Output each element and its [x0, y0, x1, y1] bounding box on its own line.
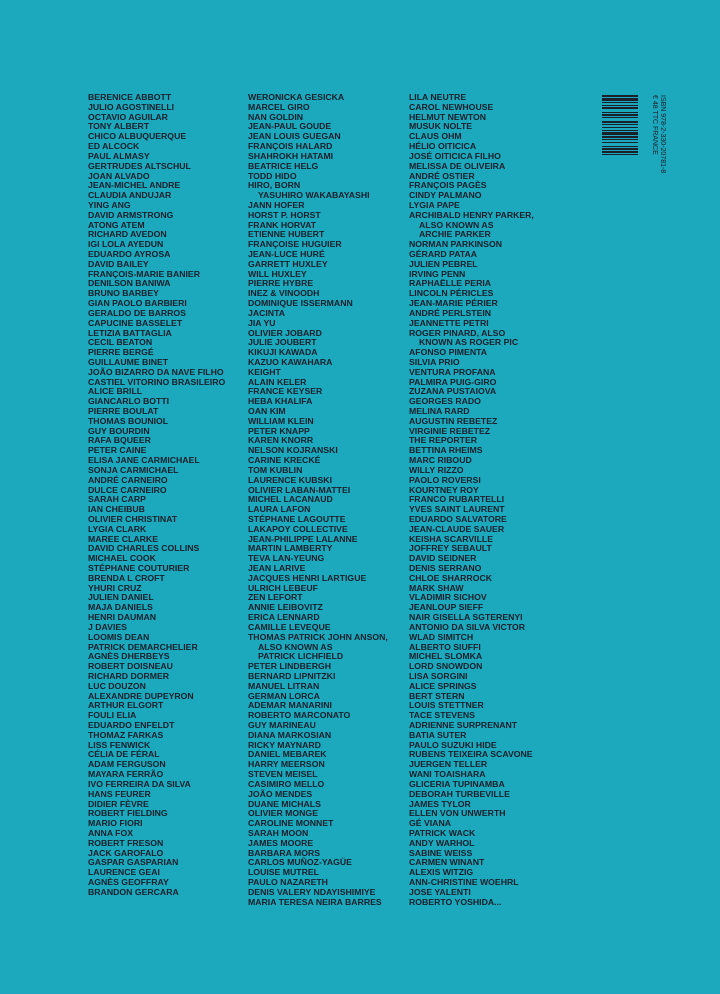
name-line: VLADIMIR SICHOV	[409, 592, 487, 603]
name-line: SHAHROKH HATAMI	[248, 150, 334, 161]
name-line: BERNARD LIPNITZKI	[248, 670, 336, 681]
name-line: HENRI DAUMAN	[88, 612, 157, 623]
name-line: OLIVIER JOBARD	[248, 327, 322, 338]
name-line: FOULI ELIA	[88, 710, 137, 721]
name-line: JEANLOUP SIEFF	[409, 602, 484, 613]
name-line: RICHARD AVEDON	[88, 229, 167, 240]
name-line: TACE STEVENS	[409, 710, 475, 721]
name-line: ROGER PINARD, ALSO	[409, 327, 506, 338]
name-line: JOSE YALENTI	[409, 886, 471, 897]
name-line: NAN GOLDIN	[248, 111, 304, 122]
name-line: ARCHIBALD HENRY PARKER,	[409, 209, 534, 220]
name-line: CAMILLE LEVEQUE	[248, 621, 331, 632]
name-line: CARMEN WINANT	[409, 857, 485, 868]
barcode-bar	[602, 112, 638, 113]
name-line: DUANE MICHALS	[248, 798, 321, 809]
name-line: JEAN-CLAUDE SAUER	[409, 523, 505, 534]
name-line: RICKY MAYNARD	[248, 739, 321, 750]
name-line: IAN CHEIBUB	[88, 504, 145, 515]
name-continuation: ARCHIE PARKER	[419, 229, 491, 240]
name-line: DIANA MARKOSIAN	[248, 729, 332, 740]
name-line: RICHARD DORMER	[88, 670, 170, 681]
name-line: SABINE WEISS	[409, 847, 473, 858]
photographer-list-column-2	[248, 93, 388, 907]
name-line: STEVEN MEISEL	[248, 769, 318, 780]
name-line: LISA SORGINI	[409, 670, 468, 681]
name-line: GUY BOURDIN	[88, 425, 150, 436]
name-line: GEORGES RADO	[409, 396, 481, 407]
name-line: ETIENNE HUBERT	[248, 229, 325, 240]
name-line: KAZUO KAWAHARA	[248, 356, 333, 367]
name-line: JEAN LARIVE	[248, 563, 306, 573]
name-line: WILLY RIZZO	[409, 464, 464, 475]
name-line: KAREN KNORR	[248, 435, 314, 446]
name-line: FRANCE KEYSER	[248, 386, 323, 397]
name-line: OAN KIM	[248, 406, 286, 416]
name-line: GERTRUDES ALTSCHUL	[88, 160, 191, 171]
name-line: MAREE CLARKE	[88, 533, 158, 544]
barcode-bar	[602, 107, 638, 109]
name-line: JULIO AGOSTINELLI	[88, 101, 175, 112]
name-line: FRANCO RUBARTELLI	[409, 494, 505, 505]
name-line: JULIEN PEBREL	[409, 258, 478, 269]
name-line: MAYARA FERRÃO	[88, 769, 164, 780]
name-line: ATONG ATEM	[88, 219, 145, 230]
name-line: MARCEL GIRO	[248, 101, 310, 112]
name-line: MICHAEL COOK	[88, 553, 156, 564]
name-line: BRENDA L CROFT	[88, 572, 165, 583]
name-line: WILL HUXLEY	[248, 268, 307, 279]
name-line: MARTIN LAMBERTY	[248, 543, 333, 554]
name-line: TODD HIDO	[248, 170, 297, 181]
photographer-list-column-1	[88, 93, 225, 898]
name-line: FRANK HORVAT	[248, 219, 317, 230]
name-line: J DAVIES	[88, 621, 127, 632]
name-line: DENILSON BANIWA	[88, 278, 171, 289]
name-continuation: KNOWN AS ROGER PIC	[419, 337, 519, 348]
name-line: AGNÈS GEOFFRAY	[88, 877, 169, 887]
photographer-name	[248, 633, 388, 662]
barcode-bar	[602, 136, 638, 138]
name-line: ROBERT FIELDING	[88, 808, 168, 819]
name-line: LYGIA CLARK	[88, 523, 147, 534]
name-line: LETIZIA BATTAGLIA	[88, 327, 172, 338]
name-line: HEBA KHALIFA	[248, 396, 313, 407]
name-line: THOMAZ FARKAS	[88, 729, 164, 740]
name-line: JOFFREY SEBAULT	[409, 543, 492, 554]
barcode-bar	[602, 114, 638, 116]
name-line: CLAUS OHM	[409, 131, 462, 142]
name-line: TONY ALBERT	[88, 121, 150, 132]
name-line: JAMES MOORE	[248, 837, 314, 848]
name-line: DOMINIQUE ISSERMANN	[248, 298, 353, 309]
name-line: NAIR GISELLA SGTERENYI	[409, 612, 523, 623]
name-line: DENIS VALERY NDAYISHIMIYE	[248, 886, 376, 897]
photographer-name	[248, 181, 388, 201]
barcode-bar	[602, 117, 638, 118]
name-line: FRANÇOIS PAGÈS	[409, 180, 487, 191]
name-line: YHURI CRUZ	[88, 582, 142, 593]
name-line: AFONSO PIMENTA	[409, 347, 488, 358]
name-line: MICHEL LACANAUD	[248, 494, 333, 505]
name-line: DULCE CARNEIRO	[88, 484, 167, 495]
name-line: PETER CAINE	[88, 445, 147, 456]
name-line: BARBARA MORS	[248, 847, 321, 858]
name-line: ALICE SPRINGS	[409, 680, 477, 691]
name-line: BEATRICE HELG	[248, 160, 319, 171]
name-line: WLAD SIMITCH	[409, 631, 474, 642]
name-line: CARLOS MUÑOZ-YAGÜE	[248, 857, 352, 868]
name-line: MARC RIBOUD	[409, 455, 472, 466]
name-line: JUERGEN TELLER	[409, 759, 488, 770]
name-line: GARRETT HUXLEY	[248, 258, 328, 269]
name-line: THOMAS BOUNIOL	[88, 415, 169, 426]
name-line: EDUARDO AYROSA	[88, 249, 171, 259]
name-line: NELSON KOJRANSKI	[248, 445, 338, 456]
name-line: PIERRE BERGÉ	[88, 347, 154, 358]
barcode-bar	[602, 130, 638, 131]
name-line: ANDY WARHOL	[409, 837, 475, 848]
name-line: GUY MARINEAU	[248, 720, 316, 730]
name-line: JEANNETTE PETRI	[409, 317, 489, 328]
name-line: GERALDO DE BARROS	[88, 307, 186, 318]
name-line: PAULO SUZUKI HIDE	[409, 739, 497, 750]
name-line: STÉPHANE LAGOUTTE	[248, 513, 346, 524]
name-continuation: ALSO KNOWN AS	[419, 219, 494, 230]
barcode-bar	[602, 146, 638, 147]
photographer-list-column-3	[409, 93, 534, 907]
name-line: ARTHUR ELGORT	[88, 700, 164, 711]
name-line: ANDRÉ PERLSTEIN	[409, 307, 492, 318]
name-line: BETTINA RHEIMS	[409, 445, 483, 456]
name-line: NORMAN PARKINSON	[409, 239, 502, 250]
name-line: IGI LOLA AYEDUN	[88, 239, 164, 250]
name-line: PAULO NAZARETH	[248, 877, 328, 887]
name-line: GIANCARLO BOTTI	[88, 396, 170, 407]
name-line: RUBENS TEIXEIRA SCAVONE	[409, 749, 533, 760]
name-line: DIDIER FÈVRE	[88, 798, 149, 809]
name-line: PAUL ALMASY	[88, 150, 150, 161]
barcode-bar	[602, 151, 638, 153]
name-line: LAURENCE GEAI	[88, 867, 160, 878]
name-line: RAPHAËLLE PERIA	[409, 278, 492, 289]
name-line: MARIO FIORI	[88, 818, 143, 829]
name-line: MICHEL SLOMKA	[409, 651, 483, 662]
name-line: CASIMIRO MELLO	[248, 778, 325, 789]
name-line: SILVIA PRIO	[409, 356, 460, 367]
name-line: KIKUJI KAWADA	[248, 347, 318, 358]
name-line: ULRICH LEBEUF	[248, 582, 318, 593]
name-line: SONJA CARMICHAEL	[88, 464, 179, 475]
name-line: ANNIE LEIBOVITZ	[248, 602, 323, 613]
barcode	[602, 95, 638, 186]
name-line: ELISA JANE CARMICHAEL	[88, 455, 200, 466]
name-line: JIA YU	[248, 317, 276, 328]
name-line: CASTIEL VITORINO BRASILEIRO	[88, 376, 226, 387]
name-line: MARIA TERESA NEIRA BARRES	[248, 896, 382, 907]
name-line: LISS FENWICK	[88, 739, 151, 750]
name-line: PALMIRA PUIG-GIRO	[409, 376, 497, 387]
name-line: HIRO, BORN	[248, 180, 301, 191]
name-line: MELISSA DE OLIVEIRA	[409, 160, 506, 171]
name-line: ROBERTO YOSHIDA...	[409, 896, 502, 907]
name-line: GLICERIA TUPINAMBA	[409, 778, 505, 789]
barcode-bar	[602, 132, 638, 135]
name-line: BERENICE ABBOTT	[88, 92, 172, 102]
name-line: ADRIENNE SURPRENANT	[409, 720, 518, 730]
name-line: WANI TOAISHARA	[409, 769, 486, 780]
barcode-bar	[602, 148, 638, 150]
name-line: CINDY PALMANO	[409, 190, 482, 201]
name-line: BATIA SUTER	[409, 729, 467, 740]
name-line: JANN HOFER	[248, 199, 305, 210]
name-line: ADEMAR MANARINI	[248, 700, 332, 711]
name-line: VENTURA PROFANA	[409, 366, 496, 377]
name-line: DEBORAH TURBEVILLE	[409, 788, 510, 799]
name-line: OLIVIER LABAN-MATTEI	[248, 484, 351, 495]
photographer-name	[248, 898, 388, 908]
name-line: ALAIN KELER	[248, 376, 307, 387]
name-line: JEAN-MICHEL ANDRE	[88, 180, 181, 191]
name-line: JACQUES HENRI LARTIGUE	[248, 572, 367, 583]
name-line: CAPUCINE BASSELET	[88, 317, 183, 328]
name-line: JEAN LOUIS GUEGAN	[248, 131, 341, 142]
name-line: THOMAS PATRICK JOHN ANSON,	[248, 631, 388, 642]
name-line: MUSUK NOLTE	[409, 121, 473, 132]
name-line: INEZ & VINOODH	[248, 288, 320, 299]
name-line: MANUEL LITRAN	[248, 680, 320, 691]
name-line: ELLEN VON UNWERTH	[409, 808, 506, 819]
name-line: BERT STERN	[409, 690, 465, 701]
name-line: TEVA LAN-YEUNG	[248, 553, 325, 564]
name-line: FRANÇOIS HALARD	[248, 141, 333, 152]
name-line: AUGUSTIN REBETEZ	[409, 415, 498, 426]
name-line: ANDRÉ CARNEIRO	[88, 474, 168, 485]
photographer-name	[409, 898, 534, 908]
name-line: RAFA BQUEER	[88, 435, 151, 446]
name-line: PATRICK DEMARCHELIER	[88, 641, 198, 652]
name-line: THE REPORTER	[409, 435, 478, 446]
name-line: OCTAVIO AGUILAR	[88, 111, 168, 122]
name-line: LUC DOUZON	[88, 680, 146, 691]
name-line: CARINE KRECKÉ	[248, 455, 321, 466]
name-line: CÉLIA DE FÉRAL	[88, 749, 160, 760]
name-line: WILLIAM KLEIN	[248, 415, 314, 426]
photographer-name	[409, 211, 534, 240]
name-line: LAURA LAFON	[248, 504, 311, 515]
name-line: OLIVIER MONGE	[248, 808, 318, 819]
name-line: LYGIA PAPE	[409, 199, 460, 210]
name-line: KEISHA SCARVILLE	[409, 533, 493, 544]
name-line: JEAN-PAUL GOUDE	[248, 121, 332, 132]
name-line: ANTONIO DA SILVA VICTOR	[409, 621, 525, 632]
name-line: MAJA DANIELS	[88, 602, 153, 613]
name-line: LORD SNOWDON	[409, 661, 483, 672]
name-line: HARRY MEERSON	[248, 759, 325, 770]
name-line: ERICA LENNARD	[248, 612, 320, 623]
name-line: JOAN ALVADO	[88, 170, 150, 181]
name-line: LOOMIS DEAN	[88, 631, 150, 642]
name-line: CAROLINE MONNET	[248, 818, 334, 829]
name-line: ANNA FOX	[88, 827, 134, 838]
name-line: ANDRÉ OSTIER	[409, 170, 475, 181]
barcode-bar	[602, 102, 638, 103]
name-line: HÉLIO OITICICA	[409, 141, 477, 152]
name-line: IVO FERREIRA DA SILVA	[88, 778, 191, 789]
barcode-bar	[602, 127, 638, 128]
name-line: ALEXANDRE DUPEYRON	[88, 690, 194, 701]
photographer-name	[409, 329, 534, 349]
name-line: STÉPHANE COUTURIER	[88, 563, 190, 573]
name-continuation: YASUHIRO WAKABAYASHI	[258, 190, 370, 201]
name-line: DAVID SEIDNER	[409, 553, 477, 564]
name-line: DAVID BAILEY	[88, 258, 149, 269]
name-line: JEAN-MARIE PÉRIER	[409, 298, 498, 309]
name-line: HANS FEURER	[88, 788, 151, 799]
name-line: FRANÇOISE HUGUIER	[248, 239, 342, 250]
barcode-bar	[602, 154, 638, 155]
name-line: DANIEL MEBAREK	[248, 749, 327, 760]
name-line: TOM KUBLIN	[248, 464, 303, 475]
name-line: KOURTNEY ROY	[409, 484, 479, 495]
name-line: ED ALCOCK	[88, 141, 140, 152]
name-line: CHLOE SHARROCK	[409, 572, 493, 583]
name-line: DAVID CHARLES COLLINS	[88, 543, 200, 554]
name-line: GÉRARD PATAA	[409, 249, 478, 259]
name-line: JACK GAROFALO	[88, 847, 164, 858]
name-line: PETER LINDBERGH	[248, 661, 332, 672]
name-line: EDUARDO SALVATORE	[409, 513, 507, 524]
barcode-text	[650, 95, 666, 186]
barcode-bar	[602, 121, 638, 123]
name-line: ALICE BRILL	[88, 386, 143, 397]
name-line: BRUNO BARBEY	[88, 288, 159, 299]
name-line: PIERRE BOULAT	[88, 406, 159, 416]
name-line: GERMAN LORCA	[248, 690, 320, 701]
name-line: AGNÈS DHERBEYS	[88, 651, 170, 662]
name-line: ZUZANA PUSTAIOVA	[409, 386, 497, 397]
name-line: JOÃO MENDES	[248, 788, 313, 799]
price-label: € 48 TTC FRANCE	[651, 95, 658, 155]
barcode-bar	[602, 124, 638, 125]
name-line: ANN-CHRISTINE WOEHRL	[409, 877, 519, 887]
name-line: SARAH CARP	[88, 494, 146, 505]
name-line: DAVID ARMSTRONG	[88, 209, 174, 220]
barcode-bar	[602, 139, 638, 140]
name-line: LOUIS STETTNER	[409, 700, 484, 711]
name-line: GASPAR GASPARIAN	[88, 857, 179, 868]
name-line: LAKAPOY COLLECTIVE	[248, 523, 348, 534]
name-line: CHICO ALBUQUERQUE	[88, 131, 187, 142]
name-line: EDUARDO ENFELDT	[88, 720, 175, 730]
name-line: JEAN-LUCE HURÉ	[248, 249, 325, 259]
name-line: GÉ VIANA	[409, 818, 451, 829]
name-line: LAURENCE KUBSKI	[248, 474, 332, 485]
photographer-name	[88, 888, 225, 898]
name-line: YING ANG	[88, 199, 131, 210]
name-line: ZEN LEFORT	[248, 592, 303, 603]
name-line: ROBERT DOISNEAU	[88, 661, 173, 672]
name-line: ALBERTO SIUFFI	[409, 641, 481, 652]
name-line: FRANÇOIS-MARIE BANIER	[88, 268, 200, 279]
name-line: PAOLO ROVERSI	[409, 474, 481, 485]
name-line: WERONICKA GESICKA	[248, 92, 345, 102]
name-line: JACINTA	[248, 307, 286, 318]
name-line: ROBERT FRESON	[88, 837, 164, 848]
name-line: SARAH MOON	[248, 827, 309, 838]
name-line: GUILLAUME BINET	[88, 356, 169, 367]
name-line: MARK SHAW	[409, 582, 464, 593]
name-line: LINCOLN PÉRICLES	[409, 288, 494, 299]
name-line: HORST P. HORST	[248, 209, 321, 220]
name-line: JOSÉ OITICICA FILHO	[409, 150, 501, 161]
name-continuation: ALSO KNOWN AS	[258, 641, 333, 652]
name-continuation: PATRICK LICHFIELD	[258, 651, 344, 662]
name-line: ADAM FERGUSON	[88, 759, 166, 770]
name-line: ALEXIS WITZIG	[409, 867, 474, 878]
name-line: PATRICK WACK	[409, 827, 476, 838]
name-line: PETER KNAPP	[248, 425, 310, 436]
name-line: VIRGINIE REBETEZ	[409, 425, 491, 436]
name-line: DENIS SERRANO	[409, 563, 482, 573]
barcode-bar	[602, 105, 638, 106]
name-line: YVES SAINT LAURENT	[409, 504, 505, 515]
name-line: JEAN-PHILIPPE LALANNE	[248, 533, 358, 544]
name-line: IRVING PENN	[409, 268, 466, 279]
name-line: JULIE JOUBERT	[248, 337, 317, 348]
barcode-bar	[602, 95, 638, 97]
barcode-bar	[602, 142, 638, 143]
name-line: JULIEN DANIEL	[88, 592, 154, 603]
name-line: BRANDON GERCARA	[88, 886, 179, 897]
name-line: CLAUDIA ANDUJAR	[88, 190, 172, 201]
name-line: GIAN PAOLO BARBIERI	[88, 298, 187, 309]
name-line: JAMES TYLOR	[409, 798, 471, 809]
name-line: KEIGHT	[248, 366, 281, 377]
name-line: JOÃO BIZARRO DA NAVE FILHO	[88, 366, 224, 377]
isbn-label: ISBN 978-2-330-20781-8	[659, 95, 666, 174]
barcode-bar	[602, 98, 638, 101]
name-line: ROBERTO MARCONATO	[248, 710, 351, 721]
name-line: CAROL NEWHOUSE	[409, 101, 494, 112]
name-line: LOUISE MUTREL	[248, 867, 319, 878]
name-line: LILA NEUTRE	[409, 92, 467, 102]
name-line: OLIVIER CHRISTINAT	[88, 513, 178, 524]
name-line: HELMUT NEWTON	[409, 111, 487, 122]
name-line: CECIL BEATON	[88, 337, 153, 348]
name-line: PIERRE HYBRE	[248, 278, 314, 289]
name-line: MELINA RARD	[409, 406, 470, 416]
